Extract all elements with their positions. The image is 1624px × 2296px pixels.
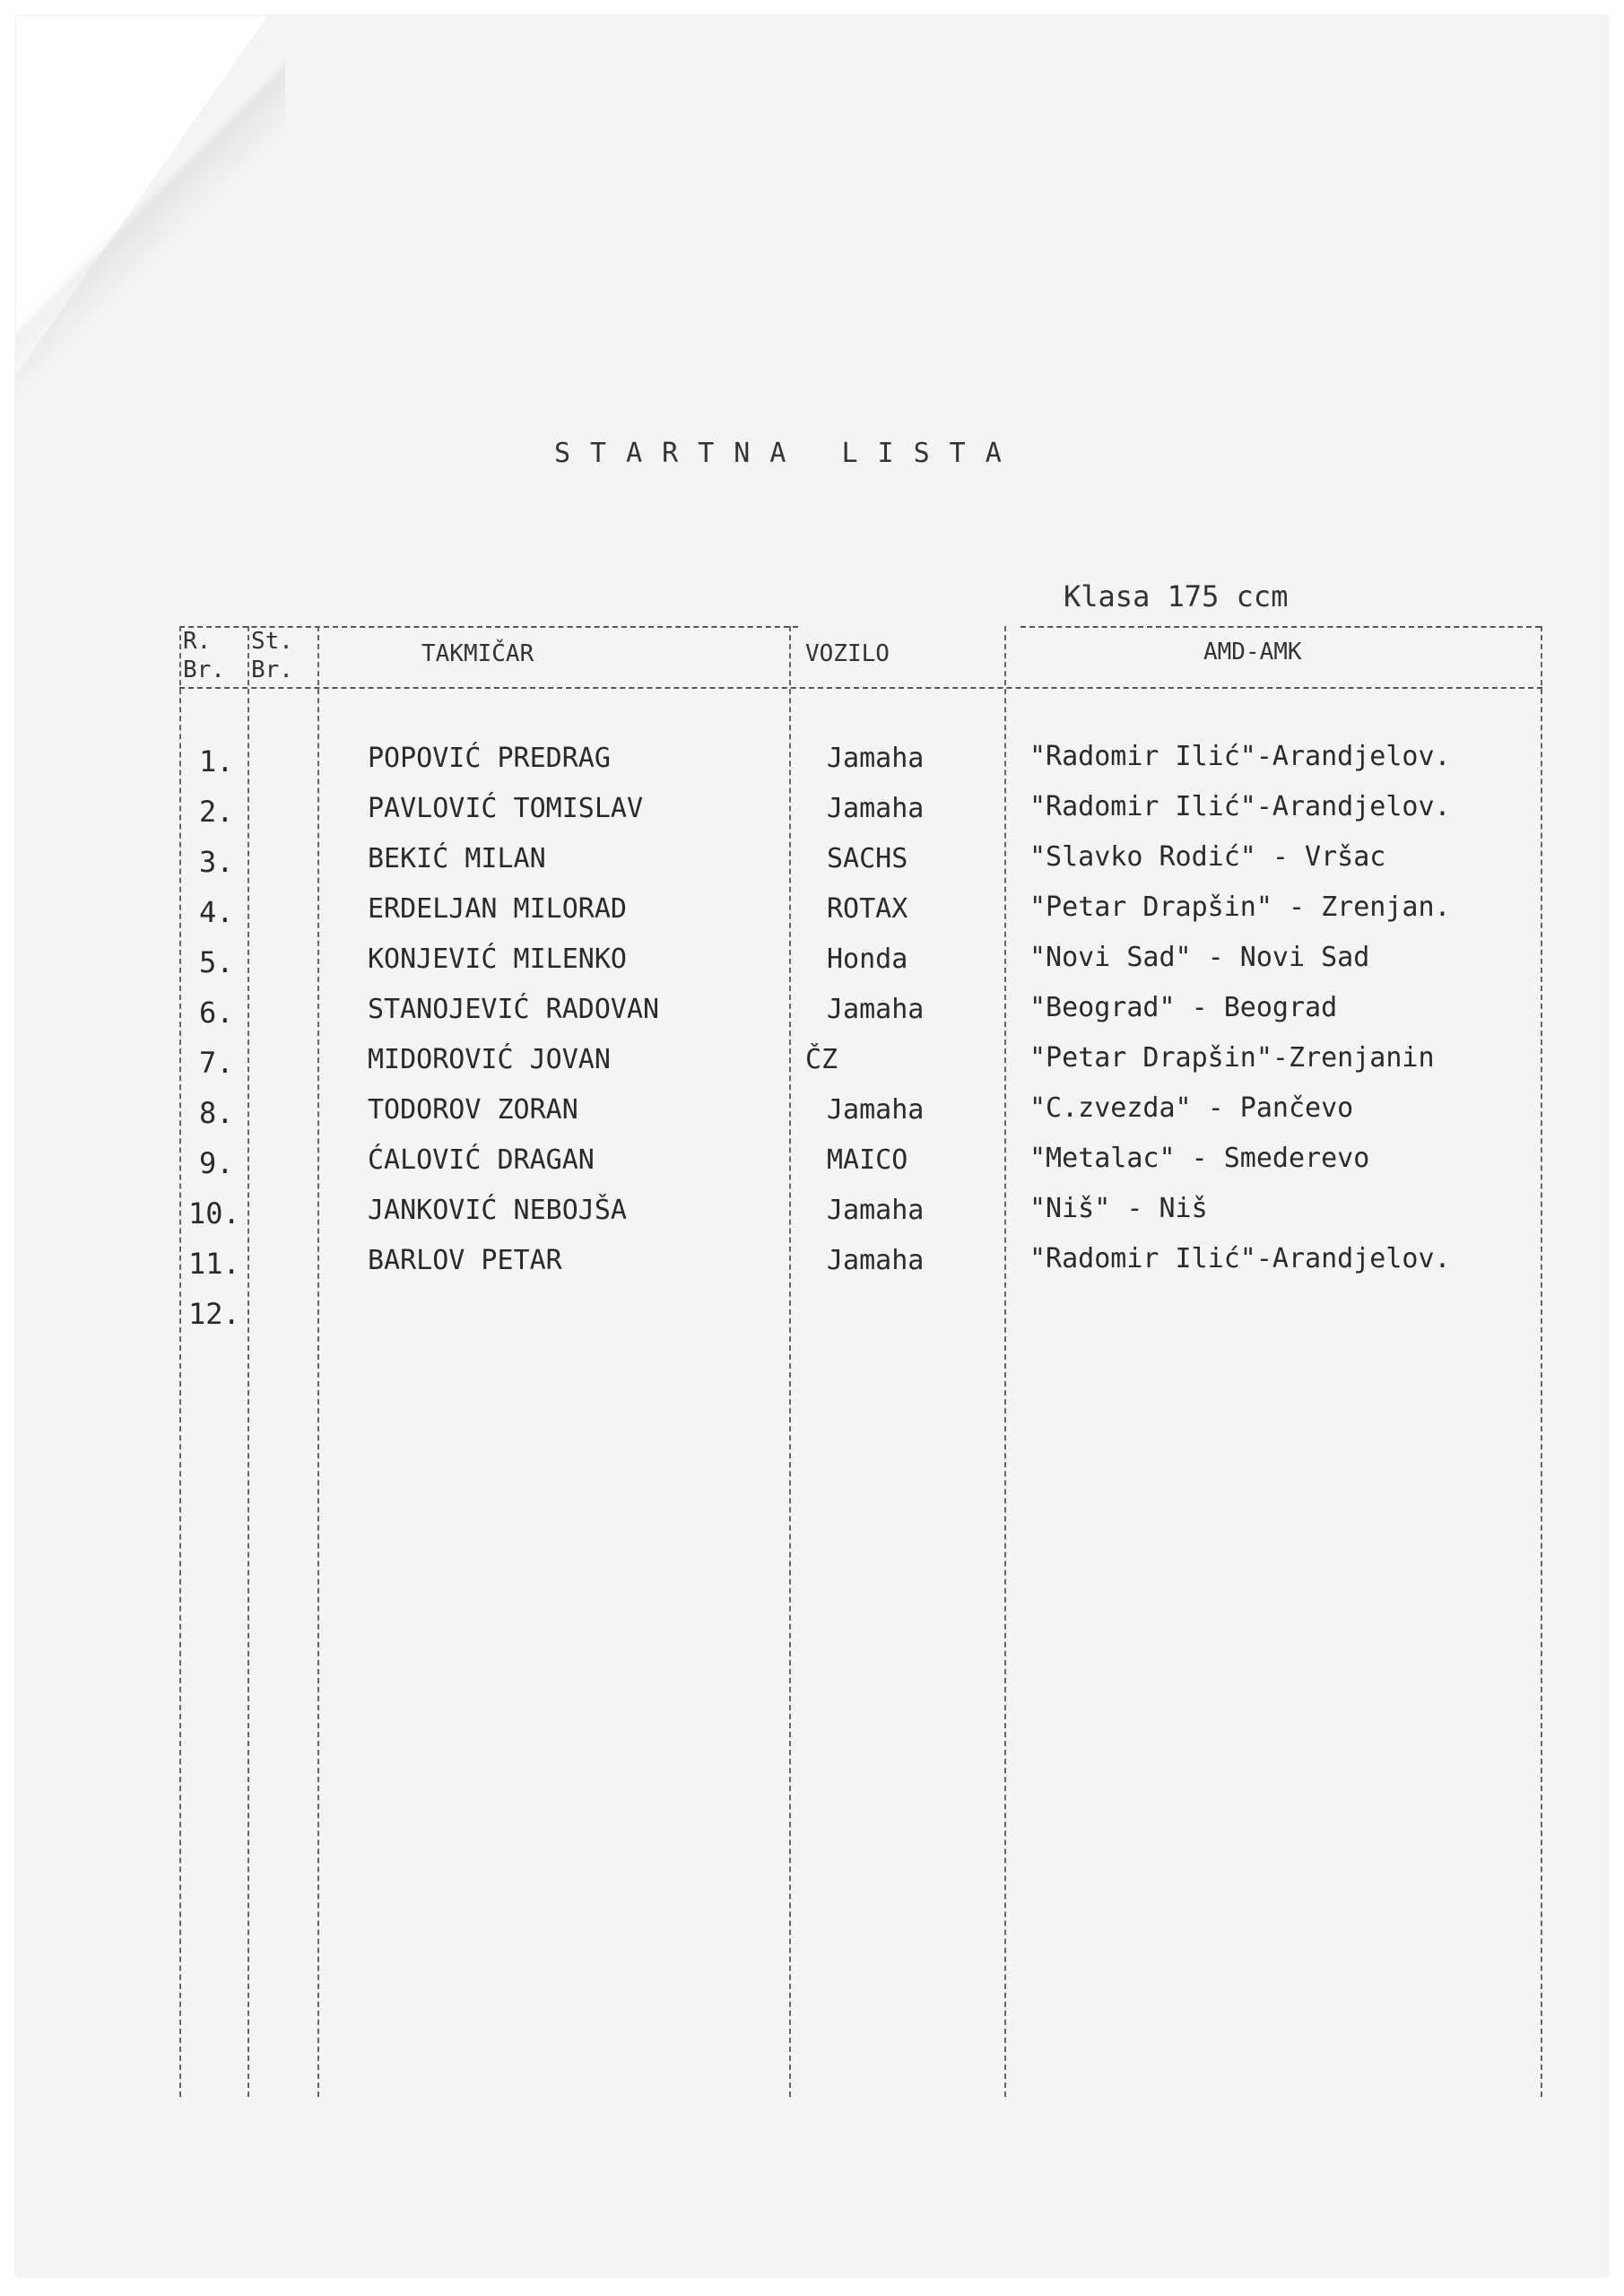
paper-sheet xyxy=(16,16,1608,2276)
header-club: AMD-AMK xyxy=(1203,639,1302,665)
column-rule-1 xyxy=(248,626,249,2097)
vehicle-name: Honda xyxy=(827,944,908,975)
column-rule-5 xyxy=(1541,626,1542,2097)
club-name: "Radomir Ilić"-Arandjelov. xyxy=(1029,791,1451,822)
row-number: 5. xyxy=(199,945,234,979)
competitor-name: BARLOV PETAR xyxy=(368,1245,562,1276)
vehicle-name: Jamaha xyxy=(827,1245,925,1276)
row-number: 2. xyxy=(199,795,234,829)
row-number: 4. xyxy=(199,895,234,929)
header-bottom-rule xyxy=(179,687,1542,689)
header-stbr-1: St. xyxy=(251,628,293,655)
club-name: "Petar Drapšin"-Zrenjanin xyxy=(1029,1042,1435,1074)
vehicle-name: Jamaha xyxy=(827,1094,925,1126)
row-number: 9. xyxy=(199,1146,234,1180)
competitor-name: STANOJEVIĆ RADOVAN xyxy=(368,994,660,1025)
club-name: "Radomir Ilić"-Arandjelov. xyxy=(1029,741,1451,772)
competitor-name: MIDOROVIĆ JOVAN xyxy=(368,1044,611,1075)
column-rule-3 xyxy=(789,626,791,2097)
vehicle-name: ČZ xyxy=(805,1044,838,1075)
row-number: 11. xyxy=(188,1247,240,1281)
header-rbr-1: R. xyxy=(183,628,212,655)
competitor-name: ERDELJAN MILORAD xyxy=(368,893,627,925)
vehicle-name: Jamaha xyxy=(827,793,925,824)
class-label: Klasa 175 ccm xyxy=(1064,579,1289,613)
vehicle-name: Jamaha xyxy=(827,994,925,1025)
club-name: "C.zvezda" - Pančevo xyxy=(1029,1092,1354,1124)
header-top-rule-right xyxy=(1020,626,1541,628)
column-rule-2 xyxy=(317,626,319,2097)
header-stbr-2: Br. xyxy=(251,657,293,683)
competitor-name: PAVLOVIĆ TOMISLAV xyxy=(368,793,644,824)
club-name: "Petar Drapšin" - Zrenjan. xyxy=(1029,891,1451,923)
vehicle-name: SACHS xyxy=(827,843,908,874)
club-name: "Novi Sad" - Novi Sad xyxy=(1029,942,1370,973)
row-number: 6. xyxy=(199,996,234,1030)
row-number: 7. xyxy=(199,1046,234,1080)
competitor-name: POPOVIĆ PREDRAG xyxy=(368,743,611,774)
document-title: STARTNA LISTA xyxy=(554,438,1021,469)
row-number: 8. xyxy=(199,1096,234,1130)
fold-shadow xyxy=(16,16,285,393)
column-rule-0 xyxy=(179,626,181,2097)
competitor-name: BEKIĆ MILAN xyxy=(368,843,546,874)
row-number: 12. xyxy=(188,1297,240,1331)
club-name: "Radomir Ilić"-Arandjelov. xyxy=(1029,1243,1451,1274)
club-name: "Niš" - Niš xyxy=(1029,1193,1208,1224)
club-name: "Beograd" - Beograd xyxy=(1029,992,1338,1023)
vehicle-name: MAICO xyxy=(827,1144,908,1176)
competitor-name: TODOROV ZORAN xyxy=(368,1094,578,1126)
vehicle-name: Jamaha xyxy=(827,1195,925,1226)
competitor-name: ĆALOVIĆ DRAGAN xyxy=(368,1144,595,1176)
competitor-name: KONJEVIĆ MILENKO xyxy=(368,944,627,975)
club-name: "Metalac" - Smederevo xyxy=(1029,1143,1370,1174)
column-rule-4 xyxy=(1004,626,1006,2097)
row-number: 1. xyxy=(199,744,234,778)
header-rbr-2: Br. xyxy=(183,657,225,683)
header-competitor: TAKMIČAR xyxy=(421,640,534,667)
competitor-name: JANKOVIĆ NEBOJŠA xyxy=(368,1195,627,1226)
vehicle-name: Jamaha xyxy=(827,743,925,774)
club-name: "Slavko Rodić" - Vršac xyxy=(1029,841,1386,873)
row-number: 10. xyxy=(188,1196,240,1231)
vehicle-name: ROTAX xyxy=(827,893,908,925)
row-number: 3. xyxy=(199,845,234,879)
header-vehicle: VOZILO xyxy=(805,640,890,667)
